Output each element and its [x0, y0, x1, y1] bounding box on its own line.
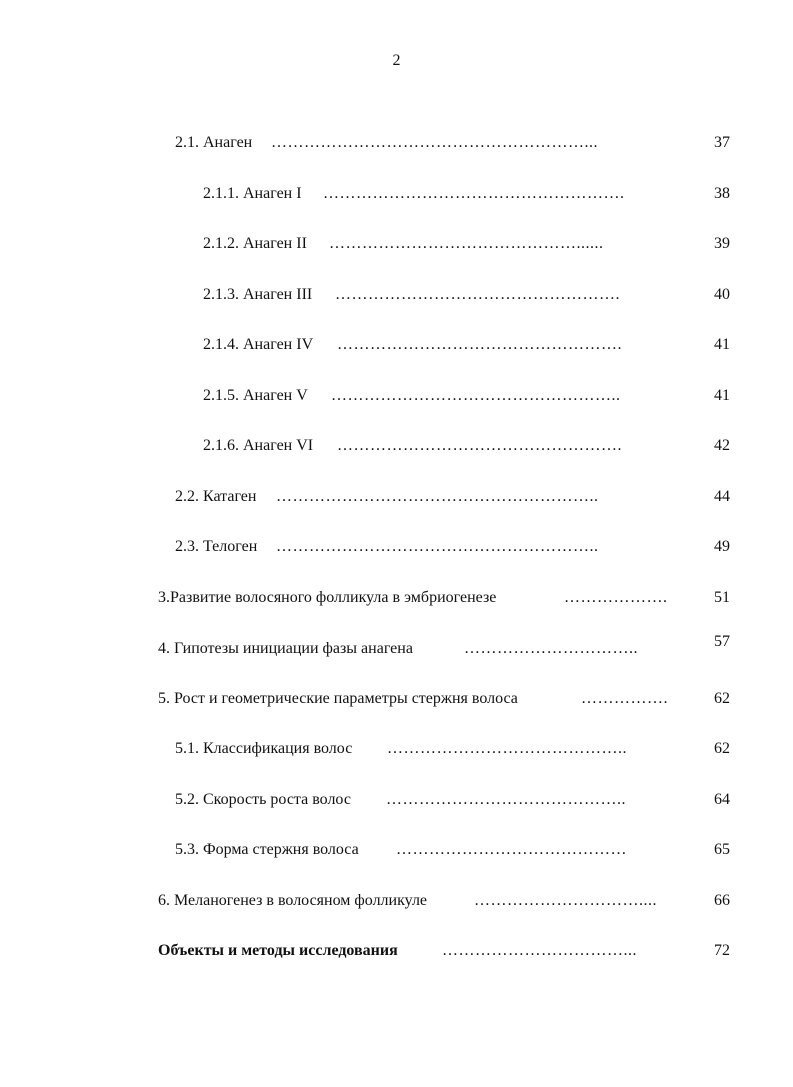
toc-entry-2-1-4 [0, 332, 793, 358]
toc-leader-dots: ………………. [564, 589, 668, 606]
toc-entry-3 [0, 585, 793, 611]
toc-entry-title: Объекты и методы исследования [158, 942, 398, 959]
toc-entry-2-3 [0, 534, 793, 560]
toc-entry-page: 41 [714, 336, 730, 353]
toc-entry-page: 65 [714, 841, 730, 858]
toc-entry-page: 49 [714, 538, 730, 555]
toc-entry-title: 6. Меланогенез в волосяном фолликуле [158, 892, 428, 909]
toc-entry-title: 4. Гипотезы инициации фазы анагена [158, 640, 413, 657]
toc-entry-title: 5.3. Форма стержня волоса [175, 841, 359, 858]
toc-entry-2-1-1 [0, 181, 793, 207]
toc-entry-title: 3.Развитие волосяного фолликула в эмбриогенезе [158, 589, 497, 606]
toc-leader-dots: ………………………………………………….. [276, 538, 599, 555]
toc-entry-6 [0, 888, 793, 914]
toc-leader-dots: ………………………………………………….. [276, 488, 599, 505]
toc-entry-title: 2.2. Катаген [175, 488, 257, 505]
toc-entry-page: 62 [714, 740, 730, 757]
toc-entry-page: 51 [714, 589, 730, 606]
toc-entry-page: 62 [714, 690, 730, 707]
toc-entry-title: 2.1.2. Анаген II [203, 235, 307, 252]
toc-entry-2-1-2 [0, 231, 793, 257]
toc-entry-methods [0, 938, 793, 964]
toc-leader-dots: ……………………………………………. [337, 336, 622, 353]
toc-entry-title: 2.1.3. Анаген III [203, 286, 313, 303]
toc-entry-title: 5. Рост и геометрические параметры стержня волоса [158, 690, 518, 707]
toc-entry-2-1 [0, 130, 793, 156]
toc-entry-title: 5.2. Скорость роста волос [175, 791, 351, 808]
toc-entry-title: 2.3. Телоген [175, 538, 258, 555]
toc-entry-5-2 [0, 787, 793, 813]
toc-leader-dots: …………………………………….. [386, 791, 626, 808]
toc-entry-page: 64 [714, 791, 730, 808]
toc-leader-dots: ………………………….. [464, 640, 638, 657]
toc-entry-page: 66 [714, 892, 730, 909]
toc-leader-dots: …………………………………………….. [331, 387, 621, 404]
toc-entry-page: 37 [714, 134, 730, 151]
toc-leader-dots: ……………………………………………. [337, 437, 622, 454]
toc-entry-page: 41 [714, 387, 730, 404]
toc-entry-2-1-6 [0, 433, 793, 459]
toc-entry-page: 40 [714, 286, 730, 303]
toc-entry-2-1-3 [0, 282, 793, 308]
toc-entry-title: 2.1.5. Анаген V [203, 387, 308, 404]
toc-entry-title: 2.1.6. Анаген VI [203, 437, 314, 454]
toc-entry-2-1-5 [0, 383, 793, 409]
toc-entry-page: 57 [714, 633, 730, 650]
toc-entry-title: 2.1. Анаген [175, 134, 253, 151]
toc-entry-5-3 [0, 837, 793, 863]
toc-entry-4 [0, 633, 793, 662]
toc-leader-dots: ………………………….... [474, 892, 657, 909]
toc-leader-dots: ………………………………………...... [329, 235, 604, 252]
toc-entry-5-1 [0, 736, 793, 762]
toc-entry-page: 72 [714, 942, 730, 959]
toc-leader-dots: …………………………………………………... [271, 134, 598, 151]
toc-leader-dots: ……………. [581, 690, 668, 707]
toc-leader-dots: …………………………………….. [387, 740, 627, 757]
toc-entry-title: 5.1. Классификация волос [175, 740, 353, 757]
toc-entry-page: 44 [714, 488, 730, 505]
toc-entry-page: 42 [714, 437, 730, 454]
toc-entry-2-2 [0, 484, 793, 510]
toc-leader-dots: ……………………………... [442, 942, 637, 959]
toc-leader-dots: ……………………………………………. [335, 286, 620, 303]
toc-entry-page: 38 [714, 185, 730, 202]
toc-entry-title: 2.1.4. Анаген IV [203, 336, 314, 353]
page-number: 2 [392, 52, 401, 69]
toc-entry-page: 39 [714, 235, 730, 252]
toc-entry-5 [0, 686, 793, 712]
toc-leader-dots: ………………………………………………. [323, 185, 625, 202]
toc-leader-dots: …………………………………… [396, 841, 627, 858]
toc-entry-title: 2.1.1. Анаген I [203, 185, 302, 202]
